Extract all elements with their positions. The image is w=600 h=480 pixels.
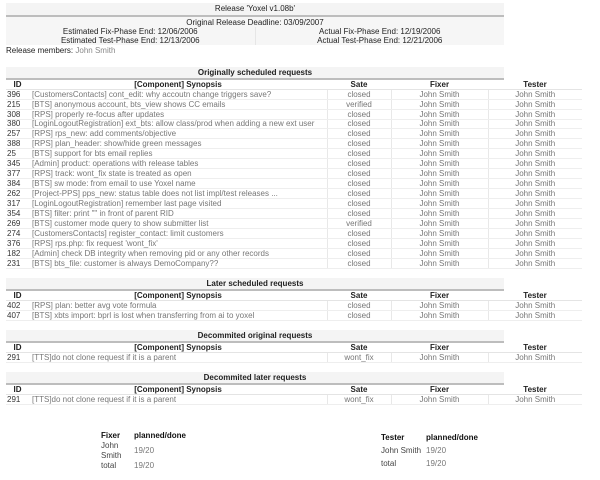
request-id[interactable]: 388 — [6, 139, 29, 149]
request-state: closed — [327, 301, 391, 311]
table-row — [6, 159, 582, 169]
table-row — [6, 353, 582, 363]
request-state: closed — [327, 90, 391, 100]
column-header-synopsis: [Component] Synopsis — [29, 385, 327, 395]
column-header-tester: Tester — [488, 343, 582, 353]
table-row — [6, 249, 582, 259]
request-fixer: John Smith — [391, 249, 488, 259]
request-tester: John Smith — [488, 199, 582, 209]
column-header-id: ID — [6, 291, 29, 301]
request-state: closed — [327, 139, 391, 149]
section-originally-scheduled — [6, 67, 556, 269]
request-synopsis[interactable]: [BTS] sw mode: from email to use Yoxel name — [29, 179, 327, 189]
requests-table — [6, 343, 582, 363]
fixer-summary-value: 19/20 — [134, 446, 155, 455]
request-id[interactable]: 402 — [6, 301, 29, 311]
release-deadline: Original Release Deadline: 03/09/2007 — [186, 18, 324, 27]
request-state: closed — [327, 311, 391, 321]
request-fixer: John Smith — [391, 120, 488, 129]
table-header-row — [6, 385, 582, 395]
request-fixer: John Smith — [391, 159, 488, 169]
request-synopsis[interactable]: [TTS]do not clone request if it is a parent — [29, 395, 327, 405]
column-header-synopsis: [Component] Synopsis — [29, 80, 327, 90]
table-row — [6, 189, 582, 199]
request-tester: John Smith — [488, 169, 582, 179]
request-state: wont_fix — [327, 395, 391, 405]
request-synopsis[interactable]: [Admin] product: operations with release tables — [29, 159, 327, 169]
request-id[interactable]: 407 — [6, 311, 29, 321]
fixer-summary-value-header: planned/done — [134, 431, 186, 440]
request-synopsis[interactable]: [Project-PPS] pps_new: status table does not list impl/test releases ... — [29, 189, 327, 199]
release-members-label: Release members: — [6, 46, 74, 55]
section-title: Later scheduled requests — [6, 278, 504, 291]
request-synopsis[interactable]: [CustomersContacts] register_contact: limit customers — [29, 229, 327, 239]
section-title: Decommited later requests — [6, 372, 504, 385]
release-dates — [6, 17, 504, 45]
request-state: closed — [327, 229, 391, 239]
request-id[interactable]: 291 — [6, 353, 29, 363]
fixer-summary-header: Fixer — [101, 431, 121, 440]
column-header-synopsis: [Component] Synopsis — [29, 291, 327, 301]
request-tester: John Smith — [488, 139, 582, 149]
fixer-summary-name: John Smith — [101, 441, 122, 460]
tester-summary-header: Tester — [381, 432, 405, 442]
request-fixer: John Smith — [391, 129, 488, 139]
tester-summary-total-label: total — [381, 459, 397, 469]
column-header-state: Sate — [327, 80, 391, 90]
request-synopsis[interactable]: [RPS] plan_header: show/hide green messages — [29, 139, 327, 149]
request-fixer: John Smith — [391, 149, 488, 159]
request-fixer: John Smith — [391, 311, 488, 321]
request-tester: John Smith — [488, 259, 582, 269]
request-state: closed — [327, 129, 391, 139]
table-header-row — [6, 343, 582, 353]
request-state: closed — [327, 199, 391, 209]
request-fixer: John Smith — [391, 229, 488, 239]
table-header-row — [6, 291, 582, 301]
request-tester: John Smith — [488, 301, 582, 311]
table-row — [6, 395, 582, 405]
table-row — [6, 179, 582, 189]
request-synopsis[interactable]: [BTS] bts_file: customer is always DemoCompany?? — [29, 259, 327, 269]
request-fixer: John Smith — [391, 259, 488, 269]
table-row — [6, 239, 582, 249]
request-id[interactable]: 376 — [6, 239, 29, 249]
actual-fix-phase-end: Actual Fix-Phase End: 12/19/2006 — [255, 27, 504, 36]
request-id[interactable]: 291 — [6, 395, 29, 405]
request-fixer: John Smith — [391, 100, 488, 110]
request-state: closed — [327, 189, 391, 199]
request-synopsis[interactable]: [RPS] plan: better avg vote formula — [29, 301, 327, 311]
request-tester: John Smith — [488, 100, 582, 110]
table-row — [6, 169, 582, 179]
actual-test-phase-end: Actual Test-Phase End: 12/21/2006 — [255, 36, 504, 45]
table-row — [6, 311, 582, 321]
request-tester: John Smith — [488, 120, 582, 129]
table-row — [6, 129, 582, 139]
estimated-test-phase-end: Estimated Test-Phase End: 12/13/2006 — [60, 36, 200, 45]
release-members — [6, 45, 504, 56]
section-later-scheduled — [6, 278, 556, 321]
table-row — [6, 110, 582, 120]
request-state: closed — [327, 259, 391, 269]
request-tester: John Smith — [488, 229, 582, 239]
fixer-summary-table — [101, 431, 186, 471]
request-id[interactable]: 231 — [6, 259, 29, 269]
request-synopsis[interactable]: [Admin] check DB integrity when removing pid or any other records — [29, 249, 327, 259]
tester-summary-name: John Smith — [381, 445, 422, 455]
request-fixer: John Smith — [391, 239, 488, 249]
request-id[interactable]: 354 — [6, 209, 29, 219]
request-synopsis[interactable]: [BTS] xbts import: bprl is lost when transferring from ai to yoxel — [29, 311, 327, 321]
request-fixer: John Smith — [391, 139, 488, 149]
request-id[interactable]: 377 — [6, 169, 29, 179]
request-synopsis[interactable]: [RPS] track: wont_fix state is treated as open — [29, 169, 327, 179]
table-row — [6, 199, 582, 209]
fixer-summary-total-value: 19/20 — [134, 461, 155, 470]
request-tester: John Smith — [488, 219, 582, 229]
request-synopsis[interactable]: [BTS] customer mode query to show submitter list — [29, 219, 327, 229]
request-id[interactable]: 215 — [6, 100, 29, 110]
request-fixer: John Smith — [391, 219, 488, 229]
request-fixer: John Smith — [391, 353, 488, 363]
section-title: Originally scheduled requests — [6, 67, 504, 80]
request-fixer: John Smith — [391, 395, 488, 405]
column-header-state: Sate — [327, 343, 391, 353]
column-header-state: Sate — [327, 291, 391, 301]
request-fixer: John Smith — [391, 301, 488, 311]
requests-table — [6, 385, 582, 405]
request-fixer: John Smith — [391, 179, 488, 189]
request-tester: John Smith — [488, 90, 582, 100]
request-tester: John Smith — [488, 209, 582, 219]
request-id[interactable]: 396 — [6, 90, 29, 100]
release-title: Release 'Yoxel v1.08b' — [6, 3, 504, 17]
request-tester: John Smith — [488, 129, 582, 139]
column-header-id: ID — [6, 343, 29, 353]
column-header-tester: Tester — [488, 291, 582, 301]
request-fixer: John Smith — [391, 110, 488, 120]
table-row — [6, 100, 582, 110]
column-header-id: ID — [6, 385, 29, 395]
column-header-state: Sate — [327, 385, 391, 395]
table-row — [6, 259, 582, 269]
request-state: verified — [327, 219, 391, 229]
request-id[interactable]: 25 — [6, 149, 29, 159]
requests-table — [6, 80, 582, 269]
request-id[interactable]: 262 — [6, 189, 29, 199]
request-fixer: John Smith — [391, 90, 488, 100]
request-synopsis[interactable]: [RPS] rps.php: fix request 'wont_fix' — [29, 239, 327, 249]
request-state: closed — [327, 209, 391, 219]
estimated-fix-phase-end: Estimated Fix-Phase End: 12/06/2006 — [62, 27, 198, 36]
request-fixer: John Smith — [391, 169, 488, 179]
request-id[interactable]: 269 — [6, 219, 29, 229]
request-state: closed — [327, 159, 391, 169]
request-state: wont_fix — [327, 353, 391, 363]
request-id[interactable]: 274 — [6, 229, 29, 239]
tester-summary-value: 19/20 — [426, 445, 447, 455]
column-header-synopsis: [Component] Synopsis — [29, 343, 327, 353]
request-id[interactable]: 380 — [6, 120, 29, 129]
request-tester: John Smith — [488, 353, 582, 363]
request-state: closed — [327, 110, 391, 120]
table-row — [6, 229, 582, 239]
request-id[interactable]: 182 — [6, 249, 29, 259]
request-synopsis[interactable]: [LoginLogoutRegistration] remember last page visited — [29, 199, 327, 209]
request-state: verified — [327, 100, 391, 110]
request-synopsis[interactable]: [RPS] properly re-focus after updates — [29, 110, 327, 120]
requests-table — [6, 291, 582, 321]
request-synopsis[interactable]: [TTS]do not clone request if it is a parent — [29, 353, 327, 363]
tester-summary-total-value: 19/20 — [426, 459, 447, 469]
table-row — [6, 120, 582, 129]
request-tester: John Smith — [488, 159, 582, 169]
request-state: closed — [327, 249, 391, 259]
request-tester: John Smith — [488, 149, 582, 159]
request-tester: John Smith — [488, 189, 582, 199]
request-state: closed — [327, 120, 391, 129]
request-id[interactable]: 308 — [6, 110, 29, 120]
column-header-id: ID — [6, 80, 29, 90]
request-fixer: John Smith — [391, 209, 488, 219]
request-fixer: John Smith — [391, 199, 488, 209]
table-row — [6, 90, 582, 100]
section-title: Decommited original requests — [6, 330, 504, 343]
request-synopsis[interactable]: [CustomersContacts] cont_edit: why accoutn change triggers save? — [29, 90, 327, 100]
request-fixer: John Smith — [391, 189, 488, 199]
request-tester: John Smith — [488, 239, 582, 249]
request-tester: John Smith — [488, 110, 582, 120]
request-id[interactable]: 257 — [6, 129, 29, 139]
request-state: closed — [327, 239, 391, 249]
column-header-tester: Tester — [488, 80, 582, 90]
request-id[interactable]: 345 — [6, 159, 29, 169]
request-tester: John Smith — [488, 179, 582, 189]
column-header-tester: Tester — [488, 385, 582, 395]
table-row — [6, 301, 582, 311]
table-row — [6, 139, 582, 149]
request-synopsis[interactable]: [BTS] filter: print "" in front of parent RID — [29, 209, 327, 219]
column-header-fixer: Fixer — [391, 80, 488, 90]
tester-summary-table — [381, 431, 478, 471]
column-header-fixer: Fixer — [391, 385, 488, 395]
fixer-summary-total-label: total — [101, 461, 117, 470]
request-tester: John Smith — [488, 249, 582, 259]
column-header-fixer: Fixer — [391, 291, 488, 301]
request-id[interactable]: 317 — [6, 199, 29, 209]
section-decommited-original — [6, 330, 556, 363]
column-header-fixer: Fixer — [391, 343, 488, 353]
section-decommited-later — [6, 372, 556, 405]
table-row — [6, 219, 582, 229]
request-id[interactable]: 384 — [6, 179, 29, 189]
table-row — [6, 209, 582, 219]
summary — [6, 431, 504, 471]
request-synopsis[interactable]: [BTS] support for bts email replies — [29, 149, 327, 159]
request-tester: John Smith — [488, 395, 582, 405]
request-state: closed — [327, 149, 391, 159]
request-synopsis[interactable]: [LoginLogoutRegistration] ext_bts: allow class/prod when adding a new ext user — [29, 120, 327, 129]
request-tester: John Smith — [488, 311, 582, 321]
tester-summary-value-header: planned/done — [426, 432, 478, 442]
request-state: closed — [327, 169, 391, 179]
request-synopsis[interactable]: [BTS] anonymous account, bts_view shows CC emails — [29, 100, 327, 110]
request-state: closed — [327, 179, 391, 189]
table-header-row — [6, 80, 582, 90]
request-synopsis[interactable]: [RPS] rps_new: add comments/objective — [29, 129, 327, 139]
release-members-value: John Smith — [75, 46, 116, 55]
table-row — [6, 149, 582, 159]
